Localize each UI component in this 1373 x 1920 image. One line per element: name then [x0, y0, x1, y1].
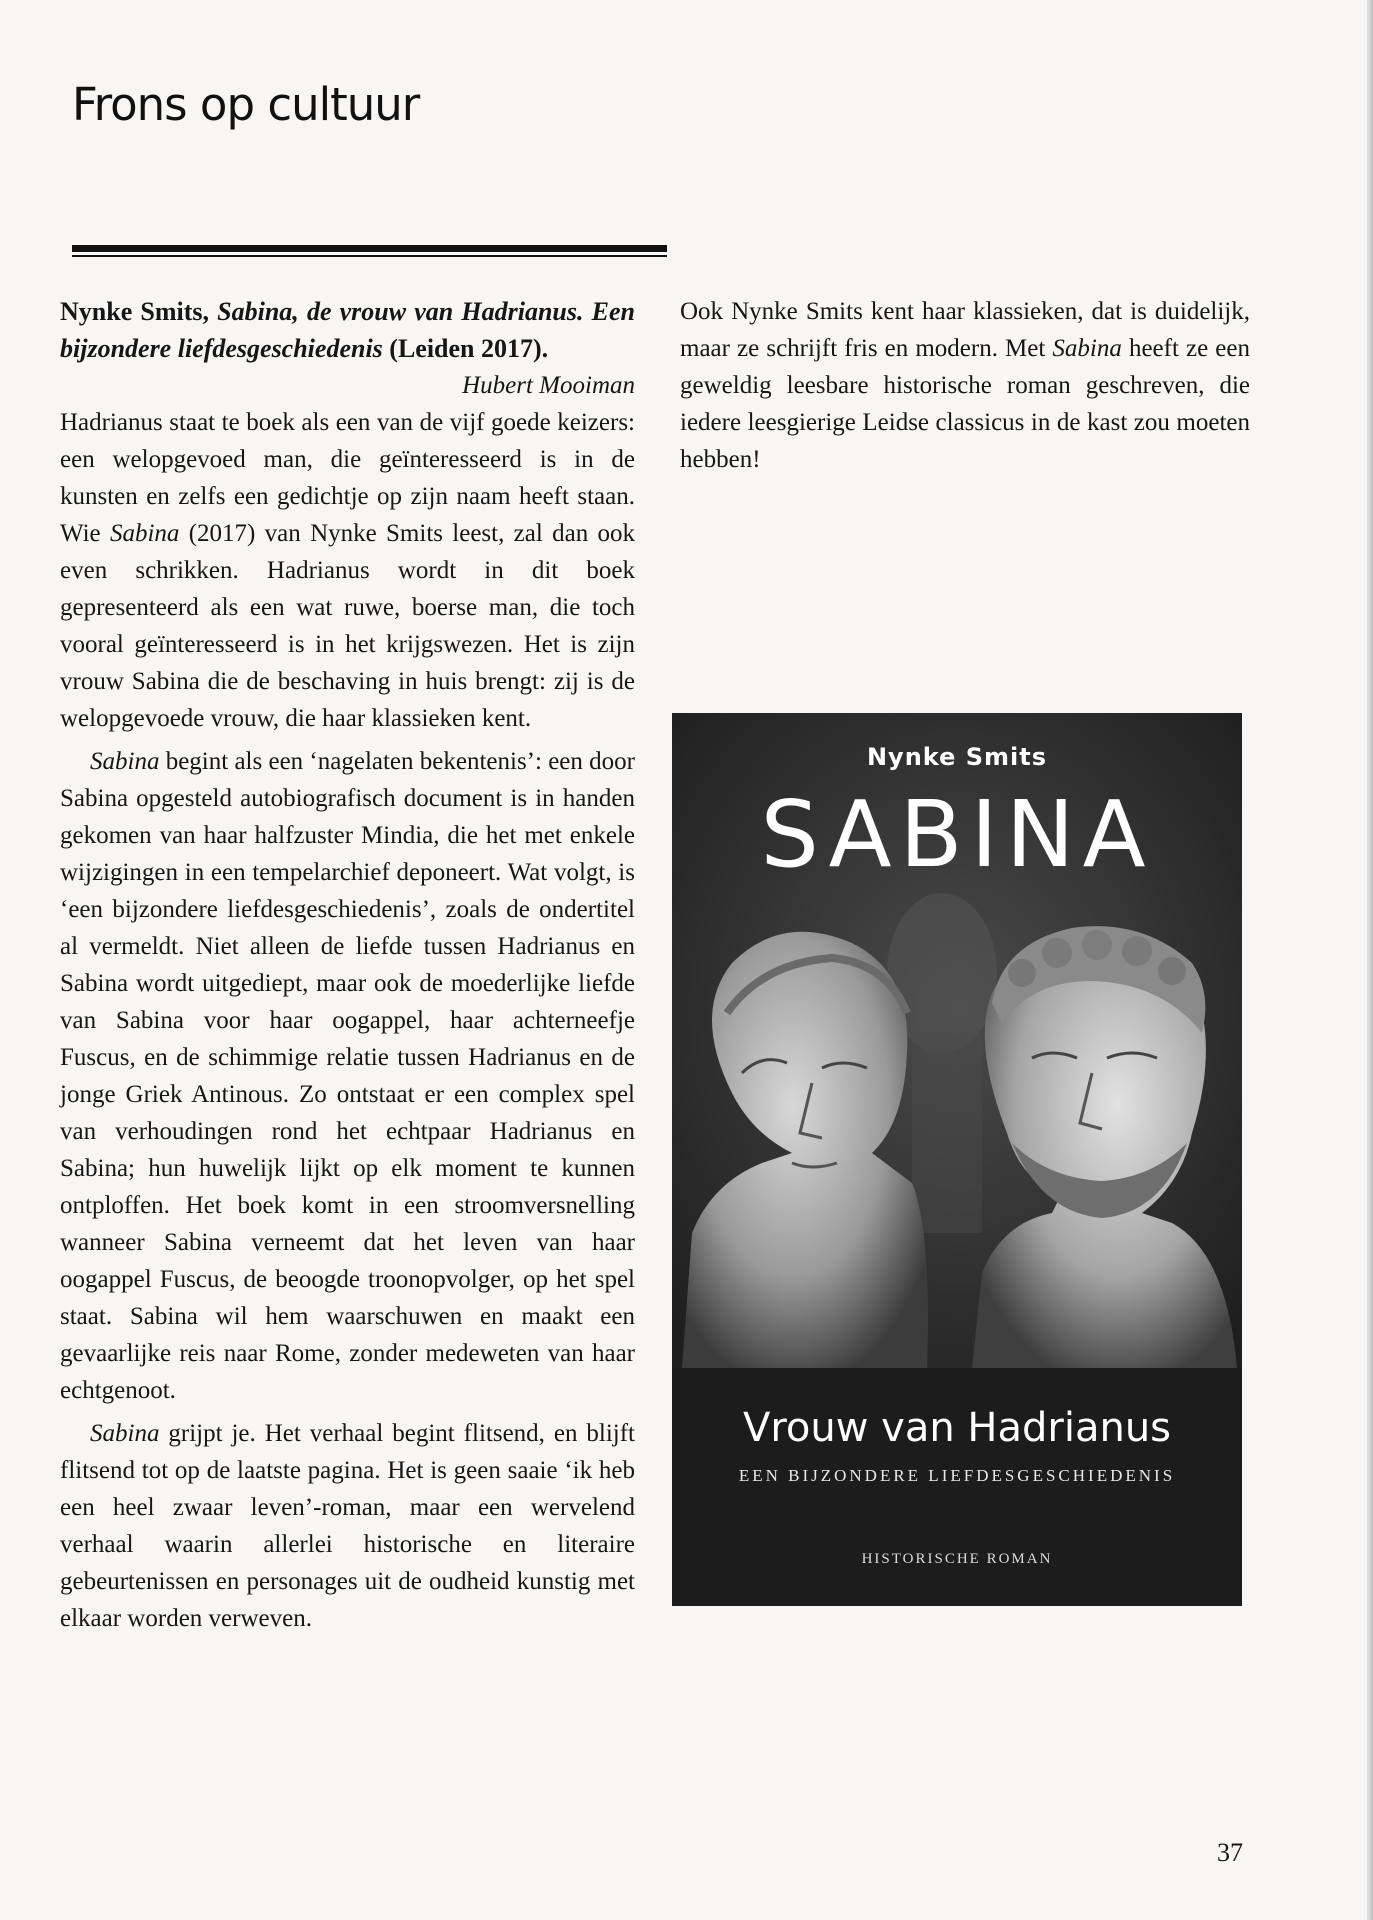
right-column	[680, 293, 1250, 478]
heading-author: Nynke Smits,	[60, 297, 218, 326]
p3-book-ref: Sabina	[90, 1420, 160, 1447]
divider-rule-thin	[72, 255, 667, 257]
cover-author: Nynke Smits	[866, 743, 1048, 771]
page-edge	[1367, 0, 1373, 1920]
heading-publication: (Leiden 2017).	[382, 334, 549, 363]
p2-book-ref: Sabina	[90, 748, 160, 775]
p3-text: grijpt je. Het verhaal begint flitsend, en blijft flitsend tot op de laatste pagina. Het is geen saaie ‘ik heb een heel zwaar leven’-roman, maar een wervelend verhaal waarin allerlei historische en literaire gebeurtenissen en personages uit de oudheid kunstig met elkaar worden verweven.	[60, 1420, 635, 1632]
paragraph-4	[680, 293, 1250, 478]
reviewer-name: Hubert Mooiman	[462, 372, 635, 399]
heading-book-title: Sabina, de vrouw van Hadrianus. Een bijzondere liefdesgeschiedenis	[60, 297, 635, 363]
cover-subtitle: Vrouw van Hadrianus	[742, 1405, 1172, 1451]
cover-genre: HISTORISCHE ROMAN	[861, 1551, 1053, 1567]
left-column	[60, 293, 635, 1637]
paragraph-1	[60, 404, 635, 737]
paragraph-3	[60, 1415, 635, 1637]
p4-text-a: Ook Nynke Smits kent haar klassieken, dat is duidelijk, maar ze schrijft fris en modern. Met	[680, 298, 1250, 362]
paragraph-2	[60, 743, 635, 1409]
book-cover	[672, 713, 1242, 1606]
cover-title: SABINA	[760, 781, 1154, 888]
divider-rule-thick	[72, 245, 667, 252]
review-heading	[60, 293, 635, 367]
p1-book-ref: Sabina	[109, 520, 180, 547]
p1-text-a: Hadrianus staat te boek als een van de vijf goede keizers: een welopgevoed man, die geïnteresseerd is in de kunsten en zelfs een gedichtje op zijn naam heeft staan. Wie	[60, 409, 635, 547]
p4-book-ref: Sabina	[1052, 335, 1122, 362]
p1-text-b: (2017) van Nynke Smits leest, zal dan ook even schrikken. Hadrianus wordt in dit boek gepresenteerd als een wat ruwe, boerse man, die toch vooral geïnteresseerd is in het krijgswezen. Het is zijn vrouw Sabina die de beschaving in huis brengt: zij is de welopgevoede vrouw, die haar klassieken kent.	[60, 520, 636, 732]
cover-tagline: EEN BIJZONDERE LIEFDESGESCHIEDENIS	[738, 1466, 1176, 1485]
cover-title-band	[672, 1368, 1242, 1606]
p4-text-b: heeft ze een geweldig leesbare historische roman geschreven, die iedere leesgierige Leidse classicus in de kast zou moeten hebben!	[680, 335, 1250, 473]
p2-text: begint als een ‘nagelaten bekentenis’: een door Sabina opgesteld autobiografisch document is in handen gekomen van haar halfzuster Mindia, die het met enkele wijzigingen in een tempelarchief deponeert. Wat volgt, is ‘een bijzondere liefdesgeschiedenis’, zoals de ondertitel al vermeldt. Niet alleen de liefde tussen Hadrianus en Sabina wordt uitgediept, maar ook de moederlijke liefde van Sabina voor haar oogappel, haar achterneefje Fuscus, en de schimmige relatie tussen Hadrianus en de jonge Griek Antinous. Zo ontstaat er een complex spel van verhoudingen rond het echtpaar Hadrianus en Sabina; hun huwelijk lijkt op elk moment te kunnen ontploffen. Het boek komt in een stroomversnelling wanneer Sabina verneemt dat het leven van haar oogappel Fuscus, de beoogde troonopvolger, op het spel staat. Sabina wil hem waarschuwen en maakt een gevaarlijke reis naar Rome, zonder medeweten van haar echtgenoot.	[60, 748, 635, 1404]
page-number: 37	[1217, 1838, 1243, 1867]
section-title: Frons op cultuur	[72, 78, 420, 131]
